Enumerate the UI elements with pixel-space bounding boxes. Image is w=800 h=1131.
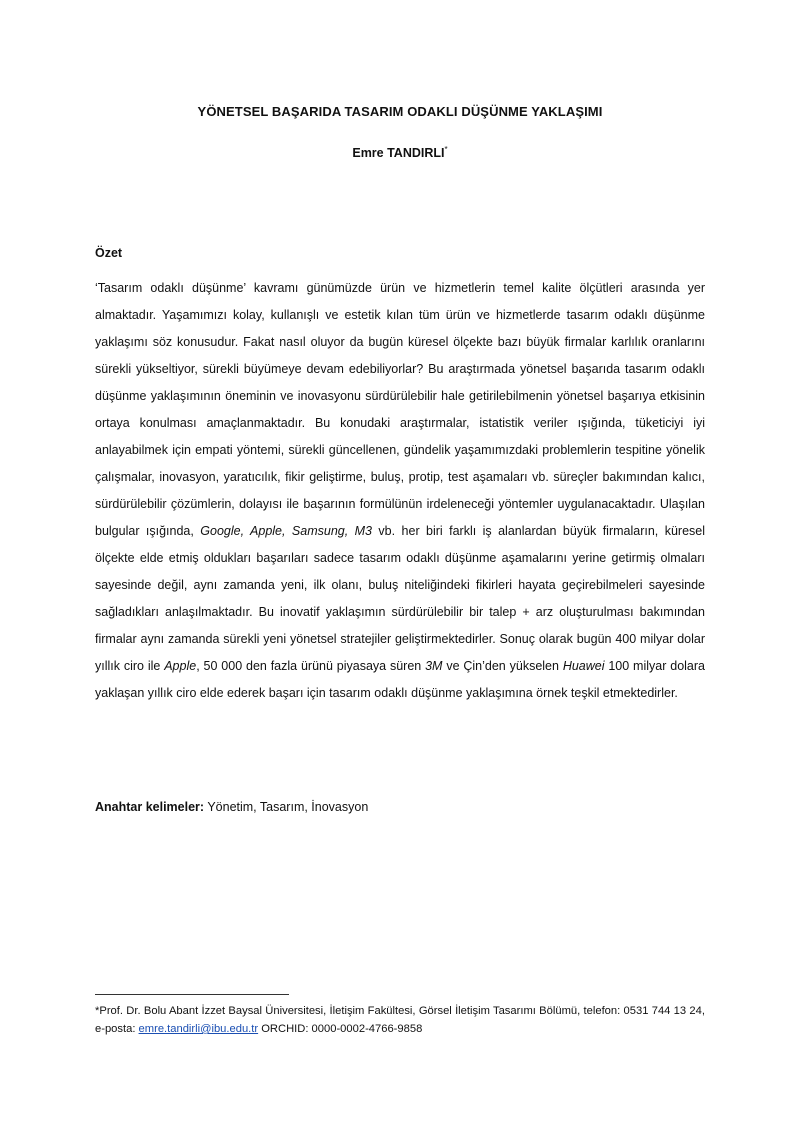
keywords-label: Anahtar kelimeler: (95, 800, 205, 814)
author-footnote-mark: * (444, 145, 448, 154)
abstract-text-5: 100 milyar dolara yaklaşan yıllık ciro elde ederek başarı için tasarım odaklı düşünme yaklaşımına örnek teşkil etmektedirler. (95, 659, 705, 700)
abstract-companies-italic: Google, Apple, Samsung, M3 (200, 524, 372, 538)
abstract-apple-italic: Apple (164, 659, 197, 673)
keywords-values: Yönetim, Tasarım, İnovasyon (204, 800, 369, 814)
abstract-text-1: ‘Tasarım odaklı düşünme’ kavramı günümüzde ürün ve hizmetlerin temel kalite ölçütleri arasında yer almaktadır. Yaşamımızı kolay, kullanışlı ve estetik kılan tüm ürün ve hizmetlerde tasarım odaklı düşünme yaklaşımı söz konusudur. Fakat nasıl oluyor da bugün küresel ölçekte bazı büyük firmalar karlılık oranlarını sürekli yükseltiyor, sürekli büyümeye devam edebiliyorlar? Bu araştırmada yönetsel başarıda tasarım odaklı düşünme yaklaşımının öneminin ve inovasyonu sürdürülebilir hale getirilebilmenin yönetsel başarıya etkisinin ortaya konulması amaçlanmaktadır. Bu konudaki araştırmalar, istatistik veriler ışığında, tüketiciyi iyi anlayabilmek için empati yöntemi, sürekli güncellenen, gündelik yaşamımızdaki problemlerin tespitine yönelik çalışmalar, inovasyon, yaratıcılık, fikir geliştirme, buluş, protip, test aşamaları vb. süreçler bakımından kalıcı, sürdürülebilir çözümlerin, dolayısı ile başarının formülünün irdeleneceği yöntemler uygulanacaktadır. Ulaşılan bulgular ışığında, (95, 281, 705, 538)
footnote (95, 1002, 705, 1038)
footnote-divider (95, 994, 289, 995)
abstract-3m-italic: 3M (425, 659, 443, 673)
abstract-huawei-italic: Huawei (562, 659, 605, 673)
abstract-heading: Özet (95, 246, 123, 260)
footnote-orcid: ORCHID: 0000-0002-4766-9858 (258, 1023, 423, 1035)
abstract-paragraph (95, 275, 705, 707)
paper-title: YÖNETSEL BAŞARIDA TASARIM ODAKLI DÜŞÜNME YAKLAŞIMI (197, 104, 603, 119)
footnote-email-link[interactable]: emre.tandirli@ibu.edu.tr (138, 1023, 259, 1035)
author-name (95, 145, 705, 160)
abstract-body (95, 275, 705, 707)
abstract-text-3: , 50 000 den fazla ürünü piyasaya süren (196, 659, 426, 673)
abstract-text-4: ve Çin’den yükselen (442, 659, 563, 673)
keywords-line (95, 800, 368, 814)
footnote-text: *Prof. Dr. Bolu Abant İzzet Baysal Üniversitesi, İletişim Fakültesi, Görsel İletişim Tasarımı Bölümü, telefon: 0531 744 13 24, e-posta: (95, 1005, 705, 1035)
author-name-text: Emre TANDIRLI (352, 146, 445, 160)
abstract-text-2: vb. her biri farklı iş alanlardan büyük firmaların, küresel ölçekte elde etmiş oldukları başarıları sadece tasarım odaklı düşünme aşamalarını yerine getirmiş olmaları sayesinde değil, aynı zamanda yeni, ilk olanı, buluş niteliğindeki fikirleri hayata geçirebilmeleri sayesinde sağladıkları anlaşılmaktadır. Bu inovatif yaklaşımın sürdürülebilir bir talep + arz oluşturulması bakımından firmalar aynı zamanda sürekli yeni yönetsel stratejiler geliştirmektedirler. Sonuç olarak bugün 400 milyar dolar yıllık ciro ile (95, 524, 705, 673)
